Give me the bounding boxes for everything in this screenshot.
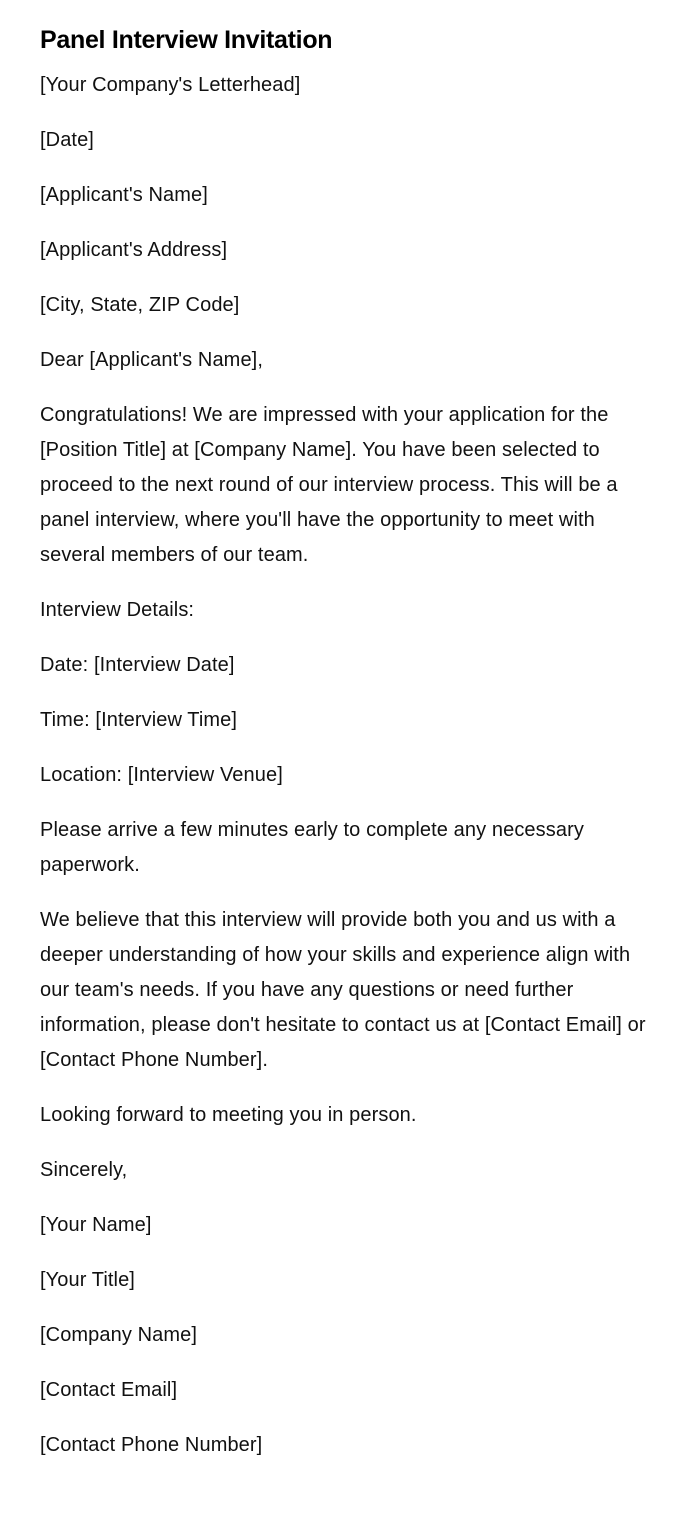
closing-paragraph: We believe that this interview will provide both you and us with a deeper understanding of how your skills and experience align with our team's needs. If you have any questions or need further information, please don't hesitate to contact us at [Contact Email] or [Contact Phone Number]. — [40, 909, 646, 1071]
signature-name: [Your Name] — [40, 1214, 152, 1236]
applicant-name: [Applicant's Name] — [40, 184, 208, 206]
date-placeholder: [Date] — [40, 129, 94, 151]
arrival-note: Please arrive a few minutes early to complete any necessary paperwork. — [40, 819, 584, 876]
signature-email: [Contact Email] — [40, 1379, 178, 1401]
intro-paragraph: Congratulations! We are impressed with your application for the [Position Title] at [Company Name]. You have been selected to proceed to the next round of our interview process. This will be a panel interview, where you'll have the opportunity to meet with several members of our team. — [40, 404, 618, 566]
interview-details-heading: Interview Details: — [40, 599, 195, 621]
interview-date: Date: [Interview Date] — [40, 654, 235, 676]
letterhead-placeholder: [Your Company's Letterhead] — [40, 74, 301, 96]
signature-phone: [Contact Phone Number] — [40, 1434, 263, 1456]
document-title: Panel Interview Invitation — [40, 26, 333, 54]
city-state-zip: [City, State, ZIP Code] — [40, 294, 240, 316]
interview-location: Location: [Interview Venue] — [40, 764, 283, 786]
looking-forward-line: Looking forward to meeting you in person. — [40, 1104, 417, 1126]
signature-company: [Company Name] — [40, 1324, 198, 1346]
applicant-address: [Applicant's Address] — [40, 239, 228, 261]
salutation: Dear [Applicant's Name], — [40, 349, 263, 371]
sign-off: Sincerely, — [40, 1159, 128, 1181]
signature-title: [Your Title] — [40, 1269, 135, 1291]
interview-time: Time: [Interview Time] — [40, 709, 238, 731]
